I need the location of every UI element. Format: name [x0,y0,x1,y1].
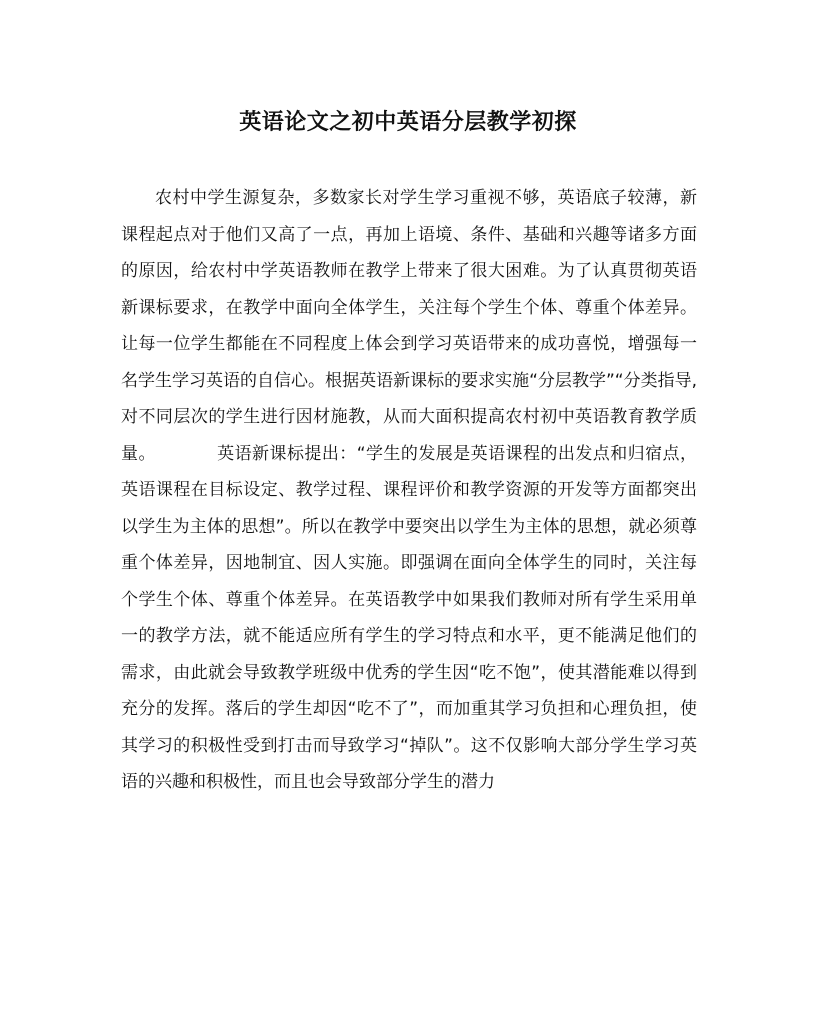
document-title: 英语论文之初中英语分层教学初探 [239,109,577,135]
body-paragraph: 农村中学生源复杂，多数家长对学生学习重视不够，英语底子较薄，新课程起点对于他们又高了一点，再加上语境、条件、基础和兴趣等诸多方面的原因，给农村中学英语教师在教学上带来了很大困难。为了认真贯彻英语新课标要求，在教学中面向全体学生，关注每个学生个体、尊重个体差异。让每一位学生都能在不同程度上体会到学习英语带来的成功喜悦，增强每一名学生学习英语的自信心。根据英语新课标的要求实施“分层教学”“分类指导, 对不同层次的学生进行因材施教，从而大面积提高农村初中英语教育教学质量。 英语新课标提出：“学生的发展是英语课程的出发点和归宿点，英语课程在目标设定、教学过程、课程评价和教学资源的开发等方面都突出以学生为主体的思想”。所以在教学中要突出以学生为主体的思想，就必须尊重个体差异，因地制宜、因人实施。即强调在面向全体学生的同时，关注每个学生个体、尊重个体差异。在英语教学中如果我们教师对所有学生采用单一的教学方法，就不能适应所有学生的学习特点和水平，更不能满足他们的需求，由此就会导致教学班级中优秀的学生因“吃不饱”，使其潜能难以得到充分的发挥。落后的学生却因“吃不了”，而加重其学习负担和心理负担，使其学习的积极性受到打击而导致学习“掉队”。这不仅影响大部分学生学习英语的兴趣和积极性，而且也会导致部分学生的潜力 [121,188,697,792]
